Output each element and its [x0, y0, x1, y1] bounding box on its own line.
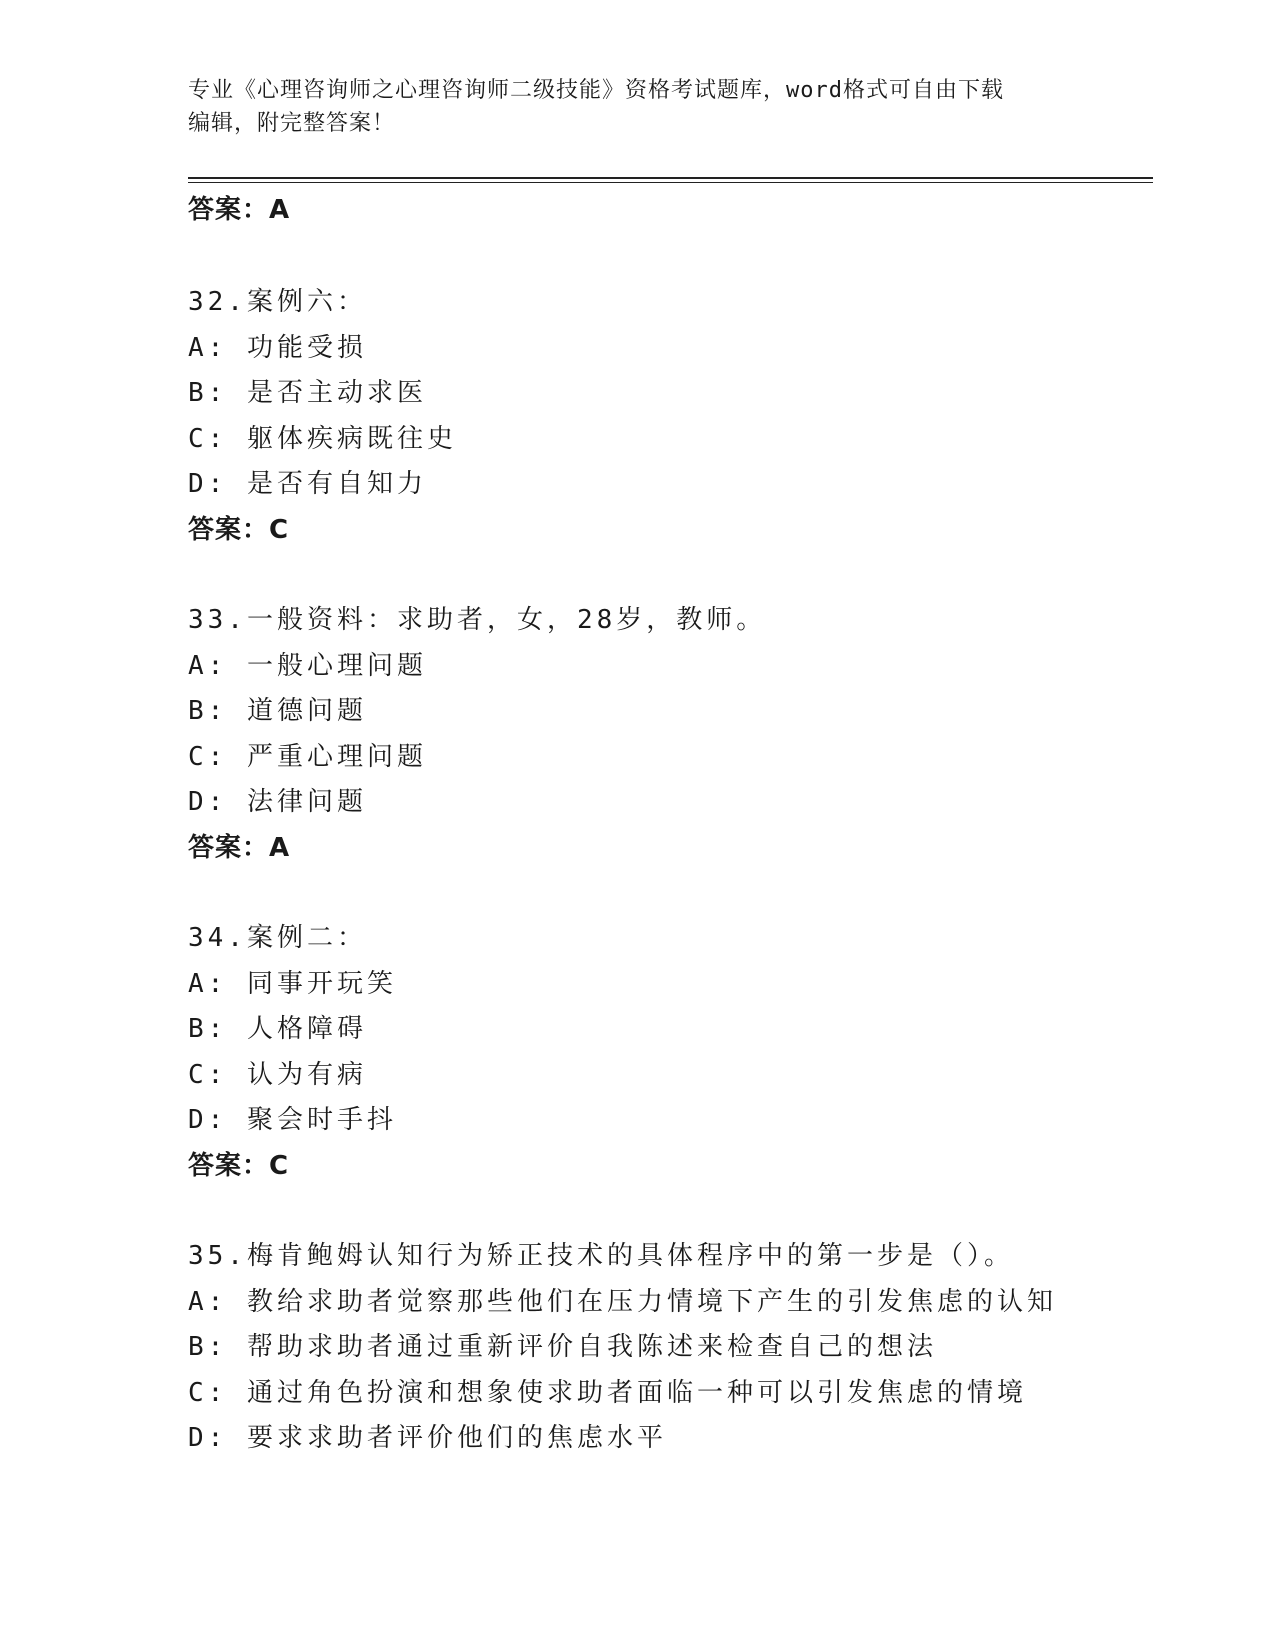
previous-answer: 答案：A [188, 195, 291, 225]
answer-label: 答案：A [188, 832, 291, 863]
option-a: A: 教给求助者觉察那些他们在压力情境下产生的引发焦虑的认知 [188, 1286, 1057, 1317]
question-32 [188, 280, 1153, 553]
option-a: A: 功能受损 [188, 332, 367, 363]
question-stem: 35.梅肯鲍姆认知行为矫正技术的具体程序中的第一步是（）。 [188, 1241, 1014, 1271]
option-d: D: 法律问题 [188, 787, 367, 817]
question-stem: 33.一般资料：求助者，女，28岁，教师。 [188, 605, 767, 635]
option-c: C: 通过角色扮演和想象使求助者面临一种可以引发焦虑的情境 [188, 1377, 1027, 1408]
option-c: C: 严重心理问题 [188, 741, 427, 772]
header-divider-thin [188, 182, 1153, 183]
option-b: B: 帮助求助者通过重新评价自我陈述来检查自己的想法 [188, 1332, 937, 1362]
header-line-2: 编辑，附完整答案！ [188, 111, 396, 136]
document-page [188, 0, 1153, 1650]
option-b: B: 道德问题 [188, 696, 367, 726]
option-a: A: 同事开玩笑 [188, 968, 397, 999]
answer-label: 答案：C [188, 1150, 290, 1181]
question-stem: 34.案例二： [188, 923, 367, 953]
question-list [188, 280, 1153, 1507]
document-header [188, 74, 1068, 140]
answer-label: 答案：C [188, 514, 290, 545]
question-33 [188, 598, 1153, 871]
option-c: C: 躯体疾病既往史 [188, 423, 457, 454]
option-b: B: 是否主动求医 [188, 378, 427, 408]
option-d: D: 是否有自知力 [188, 469, 427, 499]
option-a: A: 一般心理问题 [188, 650, 427, 681]
question-stem: 32.案例六： [188, 287, 367, 317]
option-c: C: 认为有病 [188, 1059, 367, 1090]
question-35 [188, 1234, 1153, 1462]
header-divider-thick [188, 177, 1153, 179]
option-d: D: 聚会时手抖 [188, 1105, 397, 1135]
option-b: B: 人格障碍 [188, 1014, 367, 1044]
question-34 [188, 916, 1153, 1189]
header-line-1: 专业《心理咨询师之心理咨询师二级技能》资格考试题库，word格式可自由下载 [188, 78, 1004, 103]
option-d: D: 要求求助者评价他们的焦虑水平 [188, 1423, 667, 1453]
